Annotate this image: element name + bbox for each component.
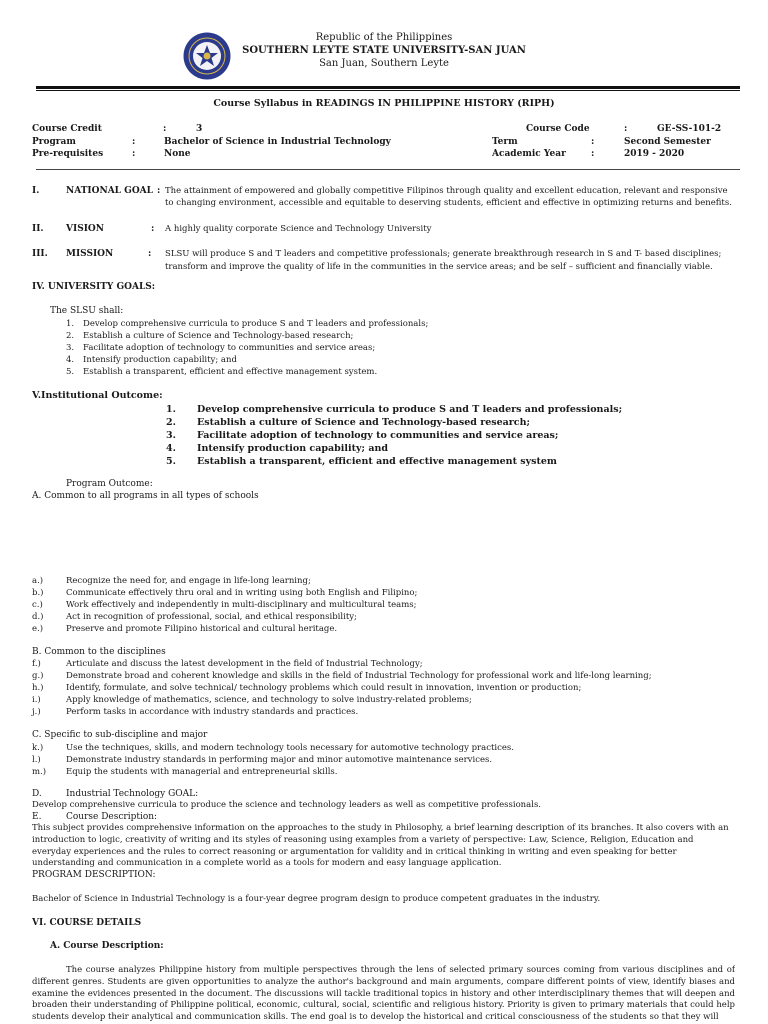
national-goal-label: NATIONAL GOAL	[66, 186, 153, 196]
list-item	[66, 366, 666, 378]
list-item	[32, 694, 732, 706]
syllabus-title: Course Syllabus in READINGS IN PHILIPPINE HISTORY (RIPH)	[213, 98, 555, 109]
list-item-text: Demonstrate industry standards in performing major and minor automotive maintenance services.	[66, 755, 493, 765]
list-item-marker: 1.	[66, 319, 75, 329]
list-item-text: Perform tasks in accordance with industry standards and practices.	[66, 707, 359, 717]
list-item-text: Demonstrate broad and coherent knowledge and skills in the field of Industrial Technology for professional work and life-long learning;	[66, 671, 652, 681]
list-item	[32, 742, 732, 754]
program-outcome-b-heading: B. Common to the disciplines	[32, 647, 166, 657]
academic-year-value: 2019 - 2020	[624, 149, 685, 159]
list-item-marker: m.)	[32, 767, 47, 777]
list-item-marker: l.)	[32, 755, 41, 765]
list-item-marker: j.)	[32, 707, 41, 717]
list-item-text: Use the techniques, skills, and modern technology tools necessary for automotive technology practices.	[66, 743, 514, 753]
program-outcome-c-heading: C. Specific to sub-discipline and major	[32, 730, 208, 740]
course-credit-label: Course Credit	[32, 124, 102, 134]
list-item-text: Equip the students with managerial and entrepreneurial skills.	[66, 767, 338, 777]
list-item-text: Intensify production capability; and	[83, 355, 237, 365]
list-item	[32, 599, 732, 611]
program-outcome-c-list	[32, 742, 732, 778]
list-item-text: Establish a culture of Science and Technology-based research;	[83, 331, 354, 341]
vision-text: A highly quality corporate Science and Technology University	[165, 224, 432, 234]
mission-sep: :	[148, 249, 152, 259]
list-item	[166, 403, 726, 416]
list-item-text: Develop comprehensive curricula to produce S and T leaders and professionals;	[83, 319, 429, 329]
national-goal-num: I.	[32, 186, 40, 196]
academic-year-sep: :	[591, 149, 595, 159]
course-credit-value: 3	[196, 124, 203, 134]
list-item	[66, 342, 666, 354]
list-item	[166, 429, 726, 442]
list-item-marker: 4.	[66, 355, 75, 365]
vision-num: II.	[32, 224, 44, 234]
list-item	[32, 754, 732, 766]
list-item-marker: b.)	[32, 588, 44, 598]
national-goal-line2: to changing environment, accessible and equitable to deserving students, efficient and effective in optimizing returns and benefits.	[165, 198, 732, 208]
course-desc-e-text: This subject provides comprehensive information on the approaches to the study in Philosophy, a brief learning description of its branches. It also covers with an introduction to logic, creativity of writing and its styles of reasoning using examples from a variety of perspective: Law, Science, Religion, Education and everyday experiences and the rules to correct reasoning or argumentation for validity and in critical thinking in writing and even speaking for better understanding and communication in a complete world as a tools for modern and easy language application.	[32, 823, 729, 869]
header-republic: Republic of the Philippines	[315, 32, 453, 43]
mission-label: MISSION	[66, 249, 114, 259]
institutional-outcome-heading: V.Institutional Outcome:	[32, 390, 163, 401]
list-item	[66, 318, 666, 330]
list-item-marker: 1.	[166, 404, 176, 415]
course-details-sub-heading: A. Course Description:	[50, 941, 164, 951]
list-item	[166, 416, 726, 429]
prereq-label: Pre-requisites	[32, 149, 104, 159]
header-university: SOUTHERN LEYTE STATE UNIVERSITY-SAN JUAN	[242, 45, 526, 56]
list-item-marker: c.)	[32, 600, 43, 610]
list-item	[32, 766, 732, 778]
list-item-marker: h.)	[32, 683, 44, 693]
program-outcome-a-list	[32, 575, 732, 635]
vision-label: VISION	[66, 224, 104, 234]
program-description-heading: PROGRAM DESCRIPTION:	[32, 870, 156, 880]
list-item	[32, 670, 732, 682]
list-item-text: Develop comprehensive curricula to produce S and T leaders and professionals;	[197, 404, 623, 415]
mission-line1: SLSU will produce S and T leaders and competitive professionals; generate breakthrough research in S and T- based disciplines;	[165, 249, 722, 259]
course-credit-sep: :	[163, 124, 167, 134]
list-item	[32, 706, 732, 718]
university-goals-intro: The SLSU shall:	[50, 306, 124, 316]
list-item-text: Recognize the need for, and engage in life-long learning;	[66, 576, 311, 586]
list-item	[32, 658, 732, 670]
list-item-marker: 3.	[166, 430, 176, 441]
course-code-label: Course Code	[526, 124, 590, 134]
list-item-text: Act in recognition of professional, social, and ethical responsibility;	[66, 612, 357, 622]
program-label: Program	[32, 137, 76, 147]
header-address: San Juan, Southern Leyte	[319, 58, 449, 69]
list-item-marker: 5.	[166, 456, 176, 467]
list-item-marker: f.)	[32, 659, 41, 669]
course-code-sep: :	[624, 124, 628, 134]
university-goals-heading: IV. UNIVERSITY GOALS:	[32, 282, 156, 292]
course-desc-e-num: E.	[32, 812, 42, 822]
info-divider	[36, 169, 740, 170]
list-item-text: Facilitate adoption of technology to communities and service areas;	[197, 430, 559, 441]
course-code-value: GE-SS-101-2	[657, 124, 722, 134]
program-description-text: Bachelor of Science in Industrial Technology is a four-year degree program design to produce competent graduates in the industry.	[32, 894, 601, 904]
list-item	[32, 587, 732, 599]
term-sep: :	[591, 137, 595, 147]
program-outcome-b-list	[32, 658, 732, 718]
program-value: Bachelor of Science in Industrial Technology	[164, 137, 391, 147]
prereq-value: None	[164, 149, 191, 159]
list-item-marker: e.)	[32, 624, 44, 634]
list-item-text: Apply knowledge of mathematics, science, and technology to solve industry-related problems;	[66, 695, 472, 705]
list-item	[32, 623, 732, 635]
institutional-outcome-list	[166, 403, 726, 468]
header-rule-thin	[36, 90, 740, 91]
list-item	[32, 575, 732, 587]
list-item-marker: k.)	[32, 743, 44, 753]
list-item-text: Preserve and promote Filipino historical and cultural heritage.	[66, 624, 338, 634]
header-rule-thick	[36, 86, 740, 89]
program-sep: :	[132, 137, 136, 147]
list-item-text: Facilitate adoption of technology to communities and service areas;	[83, 343, 376, 353]
list-item-marker: 2.	[166, 417, 176, 428]
list-item-text: Work effectively and independently in multi-disciplinary and multicultural teams;	[66, 600, 417, 610]
list-item-marker: a.)	[32, 576, 44, 586]
course-details-text: The course analyzes Philippine history from multiple perspectives through the lens of selected primary sources coming from various disciplines and of different genres. Students are given opportunities to analyze the author's background and main arguments, compare different points of view, identify biases and examine the evidences presented in the document. The discussions will tackle traditional topics in history and other interdisciplinary themes that will deepen and broaden their understanding of Philippine political, economic, cultural, social, scientific and religious history. Priority is given to primary materials that could help students develop their analytical and communication skills. The end goal is to develop the historical and critical consciousness of the students so that they will	[32, 965, 735, 1023]
national-goal-sep: :	[157, 186, 161, 196]
it-goal-num: D.	[32, 789, 42, 799]
list-item-marker: 5.	[66, 367, 75, 377]
university-goals-list	[66, 318, 666, 378]
course-details-heading: VI. COURSE DETAILS	[32, 918, 142, 928]
list-item-text: Intensify production capability; and	[197, 443, 389, 454]
academic-year-label: Academic Year	[492, 149, 566, 159]
list-item-text: Communicate effectively thru oral and in writing using both English and Filipino;	[66, 588, 418, 598]
list-item	[32, 682, 732, 694]
list-item-text: Establish a transparent, efficient and effective management system	[197, 456, 557, 467]
list-item	[166, 455, 726, 468]
list-item-text: Articulate and discuss the latest development in the field of Industrial Technology;	[66, 659, 423, 669]
list-item	[32, 611, 732, 623]
list-item-marker: i.)	[32, 695, 41, 705]
vision-sep: :	[151, 224, 155, 234]
term-value: Second Semester	[624, 137, 711, 147]
mission-line2: transform and improve the quality of life in the communities in the service areas; and be self – sufficient and financially viable.	[165, 262, 713, 272]
mission-num: III.	[32, 249, 48, 259]
list-item-text: Identify, formulate, and solve technical/ technology problems which could result in innovation, invention or production;	[66, 683, 582, 693]
list-item-marker: 2.	[66, 331, 75, 341]
list-item	[66, 354, 666, 366]
program-outcome-heading: Program Outcome:	[66, 479, 153, 489]
list-item	[66, 330, 666, 342]
list-item	[166, 442, 726, 455]
it-goal-text: Develop comprehensive curricula to produce the science and technology leaders as well as competitive professionals.	[32, 800, 542, 810]
list-item-marker: g.)	[32, 671, 44, 681]
course-desc-e-label: Course Description:	[66, 812, 158, 822]
program-outcome-a-heading: A. Common to all programs in all types of schools	[32, 491, 259, 501]
term-label: Term	[492, 137, 518, 147]
list-item-marker: 4.	[166, 443, 176, 454]
prereq-sep: :	[132, 149, 136, 159]
list-item-text: Establish a culture of Science and Technology-based research;	[197, 417, 531, 428]
national-goal-line1: The attainment of empowered and globally competitive Filipinos through quality and excellent education, relevant and responsive	[165, 186, 728, 196]
list-item-marker: 3.	[66, 343, 75, 353]
list-item-marker: d.)	[32, 612, 44, 622]
it-goal-label: Industrial Technology GOAL:	[66, 789, 199, 799]
list-item-text: Establish a transparent, efficient and effective management system.	[83, 367, 378, 377]
